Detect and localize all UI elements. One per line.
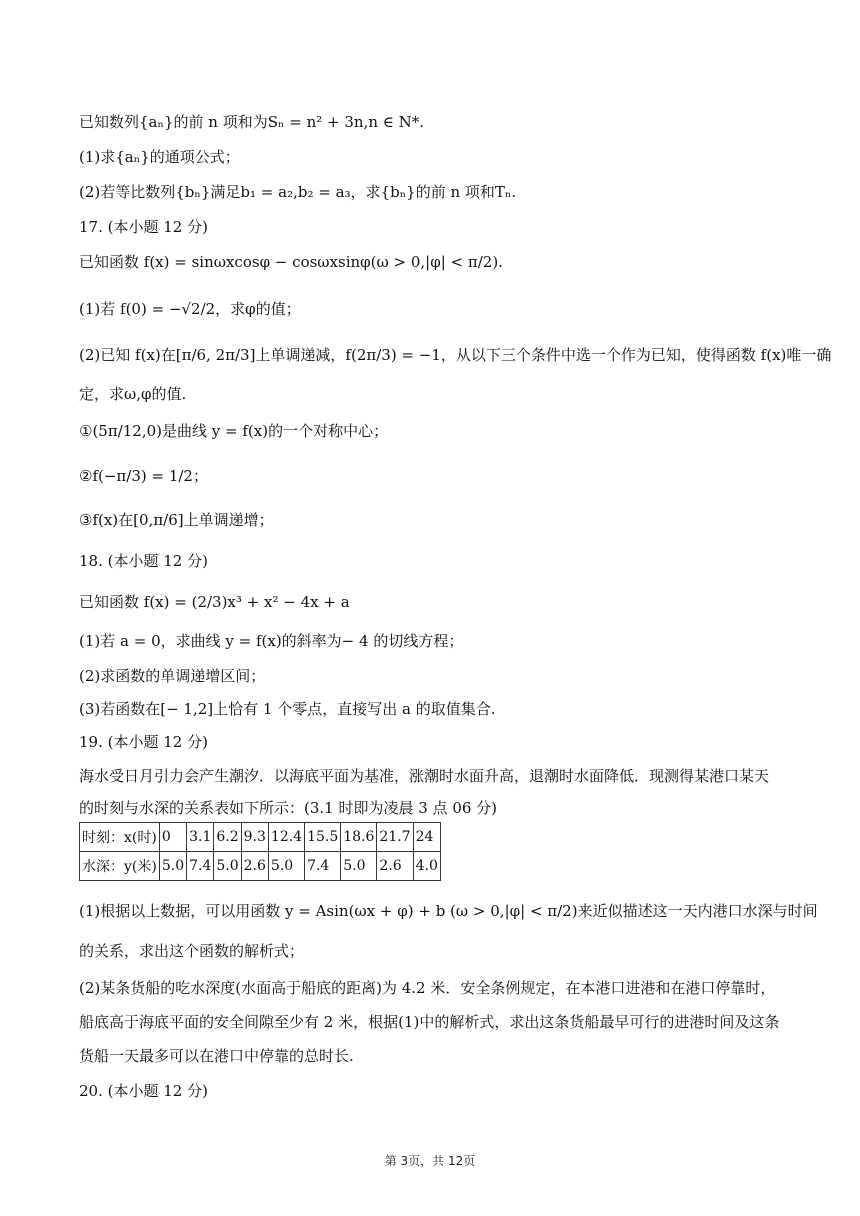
table-row (80, 852, 441, 881)
q17-part2-line2: 定，求ω,φ的值. (79, 385, 187, 403)
q19-stem-line1: 海水受日月引力会产生潮汐．以海底平面为基准，涨潮时水面升高，退潮时水面降低．现测得某港口某天 (79, 767, 770, 785)
q17-heading: 17. (本小题 12 分) (79, 218, 208, 236)
table-cell: 15.5 (305, 823, 341, 852)
q18-part2: (2)求函数的单调递增区间； (79, 667, 266, 685)
q17-condition-1: ①(5π/12,0)是曲线 y = f(x)的一个对称中心； (79, 422, 389, 440)
table-cell: 9.3 (241, 823, 268, 852)
q17-condition-3: ③f(x)在[0,π/6]上单调递增； (79, 511, 274, 529)
table-cell: 24 (413, 823, 440, 852)
q17-part2-line1: (2)已知 f(x)在[π/6, 2π/3]上单调递减，f(2π/3) = −1，从以下三个条件中选一个作为已知，使得函数 f(x)唯一确 (79, 346, 832, 364)
table-cell: 7.4 (187, 852, 214, 881)
q18-part1: (1)若 a = 0，求曲线 y = f(x)的斜率为− 4 的切线方程； (79, 632, 464, 650)
q20-heading: 20. (本小题 12 分) (79, 1082, 208, 1100)
table-cell: 5.0 (341, 852, 377, 881)
table-cell: 7.4 (305, 852, 341, 881)
q16-part1: (1)求{aₙ}的通项公式； (79, 148, 240, 166)
table-cell: 6.2 (214, 823, 241, 852)
table-cell: 5.0 (268, 852, 304, 881)
table-cell: 12.4 (268, 823, 304, 852)
q17-stem: 已知函数 f(x) = sinωxcosφ − cosωxsinφ(ω > 0,|φ| < π/2). (79, 253, 503, 271)
page-footer: 第 3页，共 12页 (384, 1154, 476, 1168)
q19-part1-line1: (1)根据以上数据，可以用函数 y = Asin(ωx + φ) + b (ω > 0,|φ| < π/2)来近似描述这一天内港口水深与时间 (79, 902, 818, 920)
q19-heading: 19. (本小题 12 分) (79, 733, 208, 751)
table-cell: 18.6 (341, 823, 377, 852)
table-cell: 3.1 (187, 823, 214, 852)
q17-part1: (1)若 f(0) = −√2/2，求φ的值； (79, 300, 301, 318)
table-cell: 5.0 (214, 852, 241, 881)
q18-part3: (3)若函数在[− 1,2]上恰有 1 个零点，直接写出 a 的取值集合. (79, 700, 496, 718)
q19-part2-line3: 货船一天最多可以在港口中停靠的总时长. (79, 1047, 354, 1065)
table-row-label: 时刻：x(时) (80, 823, 160, 852)
q19-part2-line1: (2)某条货船的吃水深度(水面高于船底的距离)为 4.2 米．安全条例规定，在本港口进港和在港口停靠时， (79, 979, 776, 997)
tide-table (79, 822, 441, 881)
q17-condition-2: ②f(−π/3) = 1/2； (79, 467, 208, 485)
table-cell: 5.0 (159, 852, 186, 881)
q16-stem: 已知数列{aₙ}的前 n 项和为Sₙ = n² + 3n,n ∈ N*. (79, 113, 425, 131)
table-cell: 2.6 (241, 852, 268, 881)
table-row-label: 水深：y(米) (80, 852, 160, 881)
q19-stem-line2: 的时刻与水深的关系表如下所示：(3.1 时即为凌晨 3 点 06 分) (79, 799, 498, 817)
q18-heading: 18. (本小题 12 分) (79, 552, 208, 570)
table-cell: 4.0 (413, 852, 440, 881)
table-row (80, 823, 441, 852)
q18-stem: 已知函数 f(x) = (2/3)x³ + x² − 4x + a (79, 593, 350, 611)
table-cell: 0 (159, 823, 186, 852)
table-cell: 21.7 (377, 823, 413, 852)
q16-part2: (2)若等比数列{bₙ}满足b₁ = a₂,b₂ = a₃，求{bₙ}的前 n 项和Tₙ. (79, 183, 517, 201)
table-cell: 2.6 (377, 852, 413, 881)
q19-part1-line2: 的关系，求出这个函数的解析式； (79, 942, 305, 960)
q19-part2-line2: 船底高于海底平面的安全间隙至少有 2 米，根据(1)中的解析式，求出这条货船最早可行的进港时间及这条 (79, 1013, 780, 1031)
